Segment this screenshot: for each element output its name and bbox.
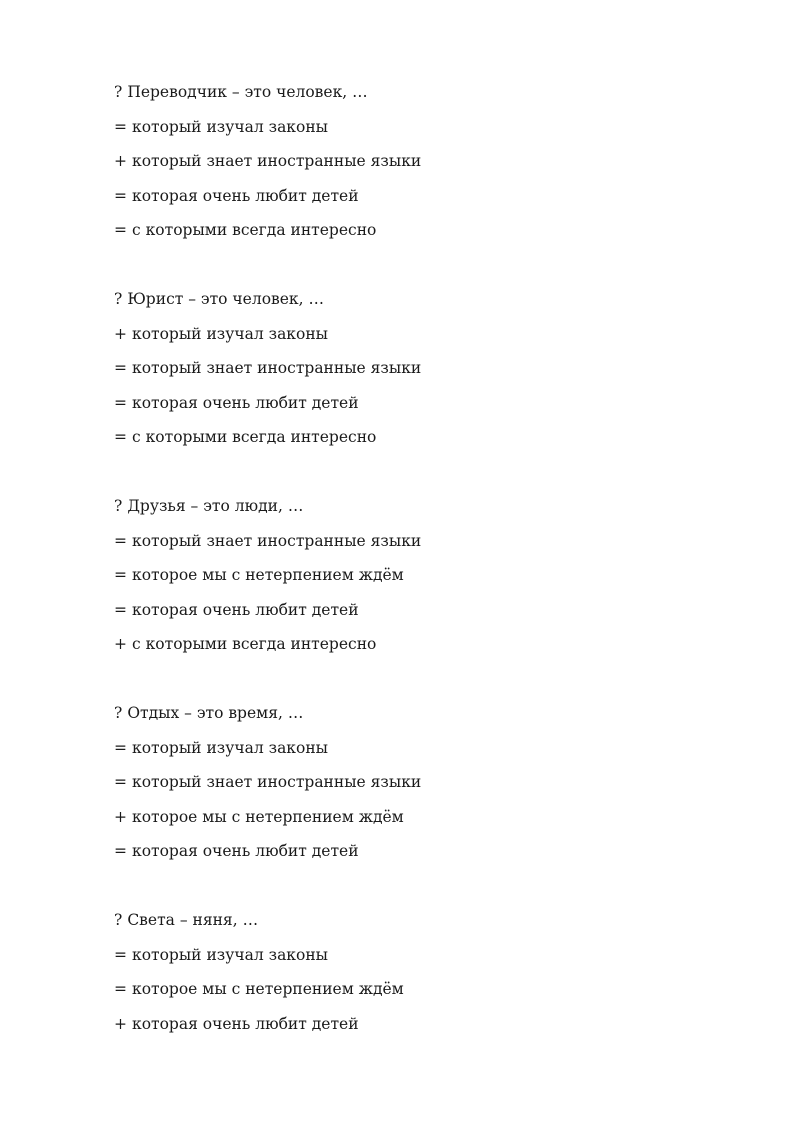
answer-marker: +	[114, 152, 127, 170]
answer-option	[114, 420, 754, 455]
answer-option	[114, 627, 754, 662]
answer-marker: =	[114, 738, 127, 757]
question-prompt	[114, 903, 754, 938]
answer-text: которая очень любит детей	[132, 186, 359, 205]
answer-option	[114, 800, 754, 835]
answer-marker: +	[114, 635, 127, 653]
answer-marker: =	[114, 773, 127, 791]
answer-option	[114, 179, 754, 214]
answer-option	[114, 144, 754, 179]
answer-option	[114, 386, 754, 421]
answer-text: который изучал законы	[132, 117, 328, 136]
answer-marker: =	[114, 980, 127, 998]
answer-marker: =	[114, 945, 127, 964]
answer-option	[114, 351, 754, 386]
question-block	[114, 282, 754, 455]
question-text: Света – няня, …	[127, 911, 259, 929]
document-page	[114, 75, 754, 1076]
answer-text: который знает иностранные языки	[132, 773, 422, 791]
question-marker: ?	[114, 497, 123, 515]
question-marker: ?	[114, 704, 123, 722]
answer-text: которое мы с нетерпением ждём	[132, 807, 404, 826]
answer-option	[114, 213, 754, 248]
answer-text: которая очень любит детей	[132, 842, 359, 860]
answer-marker: =	[114, 531, 127, 550]
question-block	[114, 696, 754, 869]
answer-option	[114, 593, 754, 628]
answer-text: который знает иностранные языки	[132, 531, 422, 550]
question-prompt	[114, 696, 754, 731]
question-text: Юрист – это человек, …	[127, 290, 324, 308]
answer-marker: =	[114, 428, 127, 446]
answer-text: с которыми всегда интересно	[132, 635, 377, 653]
answer-marker: =	[114, 221, 127, 239]
answer-text: который знает иностранные языки	[132, 152, 422, 170]
answer-marker: =	[114, 359, 127, 377]
answer-text: который изучал законы	[132, 738, 328, 757]
answer-option	[114, 1007, 754, 1042]
answer-option	[114, 524, 754, 559]
answer-option	[114, 110, 754, 145]
question-text: Друзья – это люди, …	[127, 497, 304, 515]
question-block	[114, 489, 754, 662]
answer-text: которое мы с нетерпением ждём	[132, 980, 404, 998]
answer-marker: =	[114, 117, 127, 136]
answer-option	[114, 731, 754, 766]
answer-marker: =	[114, 842, 127, 860]
answer-text: которая очень любит детей	[132, 600, 359, 619]
answer-text: которая очень любит детей	[132, 393, 359, 412]
answer-option	[114, 972, 754, 1007]
answer-marker: =	[114, 566, 127, 584]
answer-option	[114, 765, 754, 800]
answer-option	[114, 558, 754, 593]
answer-option	[114, 834, 754, 869]
answer-marker: =	[114, 393, 127, 412]
answer-marker: +	[114, 1014, 127, 1033]
question-marker: ?	[114, 911, 123, 929]
question-prompt	[114, 75, 754, 110]
answer-option	[114, 938, 754, 973]
answer-text: которое мы с нетерпением ждём	[132, 566, 404, 584]
answer-marker: =	[114, 186, 127, 205]
answer-option	[114, 317, 754, 352]
question-prompt	[114, 489, 754, 524]
question-prompt	[114, 282, 754, 317]
question-text: Отдых – это время, …	[127, 704, 304, 722]
answer-text: которая очень любит детей	[132, 1014, 359, 1033]
answer-text: с которыми всегда интересно	[132, 221, 377, 239]
answer-text: который знает иностранные языки	[132, 359, 422, 377]
answer-text: который изучал законы	[132, 945, 328, 964]
answer-text: который изучал законы	[132, 324, 328, 343]
answer-marker: +	[114, 807, 127, 826]
answer-marker: +	[114, 324, 127, 343]
question-block	[114, 903, 754, 1041]
answer-text: с которыми всегда интересно	[132, 428, 377, 446]
question-block	[114, 75, 754, 248]
question-marker: ?	[114, 290, 123, 308]
question-text: Переводчик – это человек, …	[127, 83, 368, 101]
question-marker: ?	[114, 83, 123, 101]
answer-marker: =	[114, 600, 127, 619]
